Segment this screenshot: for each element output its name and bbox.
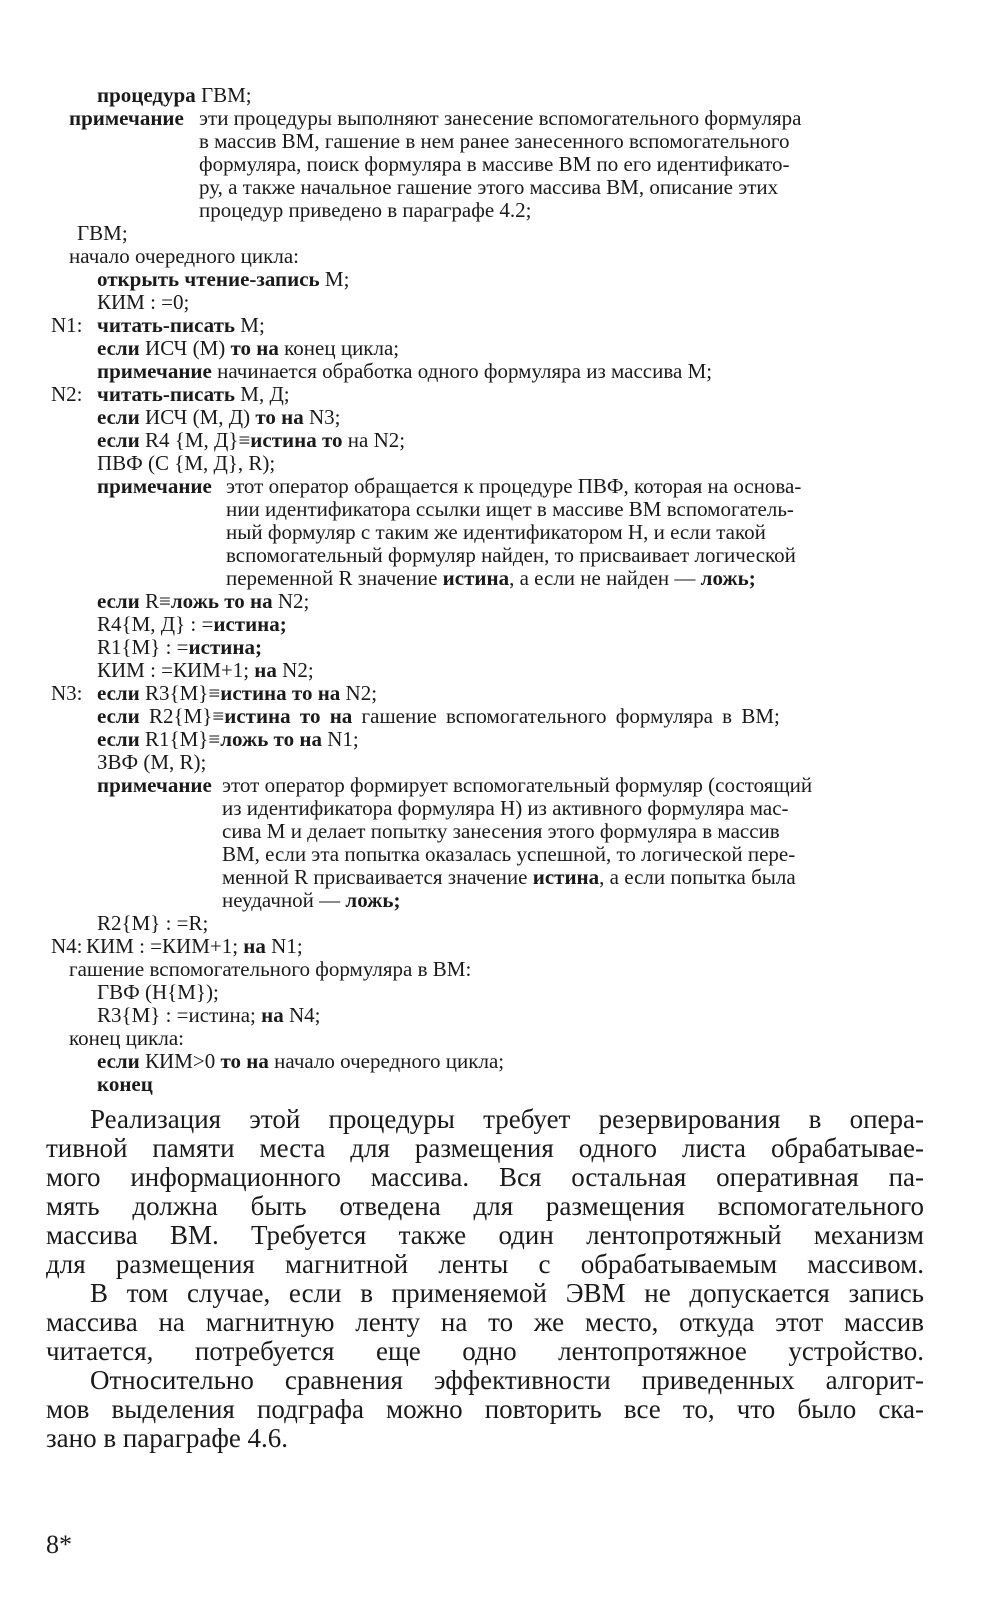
code-line: конец цикла: (69, 1026, 184, 1050)
paragraph-2 (46, 1279, 924, 1366)
paragraph-1 (46, 1105, 924, 1279)
code-line: ГВФ (Н{М}); (97, 980, 219, 1004)
code-line: если R4 {М, Д}≡истина то на N2; (97, 428, 406, 452)
note-line: формуляра, поиск формуляра в массиве ВМ по его идентификато- (199, 152, 790, 176)
note-keyword: примечание (97, 773, 212, 797)
note-line: из идентификатора формуляра Н) из активного формуляра мас- (222, 796, 789, 820)
paragraph-line: мять должна быть отведена для размещения вспомогательного (46, 1191, 924, 1221)
note-line: эти процедуры выполняют занесение вспомогательного формуляра (199, 106, 802, 130)
paragraph-line: мого информационного массива. Вся остальная оперативная па- (46, 1162, 924, 1192)
code-line: если R≡ложь то на N2; (97, 589, 310, 613)
note-keyword: примечание (97, 474, 212, 498)
code-label: N2: (51, 382, 83, 406)
note-line: этот оператор обращается к процедуре ПВФ, которая на основа- (226, 474, 802, 498)
code-label: N3: (51, 681, 83, 705)
note-line: этот оператор формирует вспомогательный формуляр (состоящий (222, 773, 813, 797)
code-line: если ИСЧ (М) то на конец цикла; (97, 336, 400, 360)
note-line: процедур приведено в параграфе 4.2; (199, 198, 532, 222)
paragraph-line: массива на магнитную ленту на то же место, откуда этот массив (46, 1307, 924, 1337)
code-line: ПВФ (С {М, Д}, R); (97, 451, 276, 475)
code-label: N4: (51, 934, 83, 958)
code-line: ГВМ; (77, 221, 128, 245)
page-folio: 8* (46, 1530, 72, 1559)
paragraph-line: Относительно сравнения эффективности приведенных алгорит- (90, 1365, 924, 1395)
code-line: гашение вспомогательного формуляра в ВМ: (69, 957, 472, 981)
paragraph-3 (46, 1366, 924, 1453)
code-line: R3{М} : =истина; на N4; (97, 1003, 321, 1027)
code-line (97, 84, 252, 106)
code-label: N1: (51, 313, 83, 337)
note-line: ВМ, если эта попытка оказалась успешной, то логической пере- (222, 842, 796, 866)
code-line: если R3{М}≡истина то на N2; (97, 681, 378, 705)
note-line: нии идентификатора ссылки ищет в массиве ВМ вспомогатель- (226, 497, 794, 521)
note-line: ный формуляр с таким же идентификатором Н, и если такой (226, 520, 766, 544)
code-line: ЗВФ (М, R); (97, 750, 207, 774)
keyword: процедура (97, 83, 196, 107)
code-line: R4{М, Д} : =истина; (97, 612, 287, 636)
code-line: если КИМ>0 то на начало очередного цикла; (97, 1049, 505, 1073)
code-line: открыть чтение-запись М; (97, 267, 350, 291)
paragraph-line: для размещения магнитной ленты с обрабатываемым массивом. (46, 1249, 924, 1279)
code-line: если R1{М}≡ложь то на N1; (97, 727, 359, 751)
paragraph-line: зано в параграфе 4.6. (46, 1423, 289, 1453)
code-text: ГВМ; (195, 83, 252, 107)
code-line: КИМ : =КИМ+1; на N1; (86, 934, 303, 958)
code-line: начало очередного цикла: (69, 244, 299, 268)
paragraph-line: массива ВМ. Требуется также один лентопротяжный механизм (46, 1220, 924, 1250)
note-line: ру, а также начальное гашение этого массива ВМ, описание этих (199, 175, 779, 199)
code-line: примечание начинается обработка одного формуляра из массива М; (97, 359, 713, 383)
paragraph-line: мов выделения подграфа можно повторить все то, что было ска- (46, 1394, 924, 1424)
code-line: R2{М} : =R; (97, 911, 209, 935)
code-line: если ИСЧ (М, Д) то на N3; (97, 405, 341, 429)
note-keyword: примечание (69, 106, 184, 130)
note-line: менной R присваивается значение истина, а если попытка была (222, 865, 796, 889)
note-line: вспомогательный формуляр найден, то присваивает логической (226, 543, 796, 567)
paragraph-line: В том случае, если в применяемой ЭВМ не допускается запись (90, 1278, 924, 1308)
code-line: конец (97, 1072, 153, 1096)
code-line: читать-писать М, Д; (97, 382, 290, 406)
code-line: R1{М} : =истина; (97, 635, 262, 659)
paragraph-line: читается, потребуется еще одно лентопротяжное устройство. (46, 1336, 924, 1366)
code-line: КИМ : =0; (97, 290, 190, 314)
note-line: переменной R значение истина, а если не найден — ложь; (226, 566, 756, 590)
code-line: если R2{М}≡истина то на гашение вспомогательного формуляра в ВМ; (97, 704, 780, 728)
paragraph-line: Реализация этой процедуры требует резервирования в опера- (90, 1104, 924, 1134)
note-line: в массив ВМ, гашение в нем ранее занесенного вспомогательного (199, 129, 790, 153)
paragraph-line: тивной памяти места для размещения одного листа обрабатывае- (46, 1133, 924, 1163)
code-line: читать-писать М; (97, 313, 265, 337)
note-line: неудачной — ложь; (222, 888, 401, 912)
code-line: КИМ : =КИМ+1; на N2; (97, 658, 314, 682)
note-line: сива М и делает попытку занесения этого формуляра в массив (222, 819, 780, 843)
